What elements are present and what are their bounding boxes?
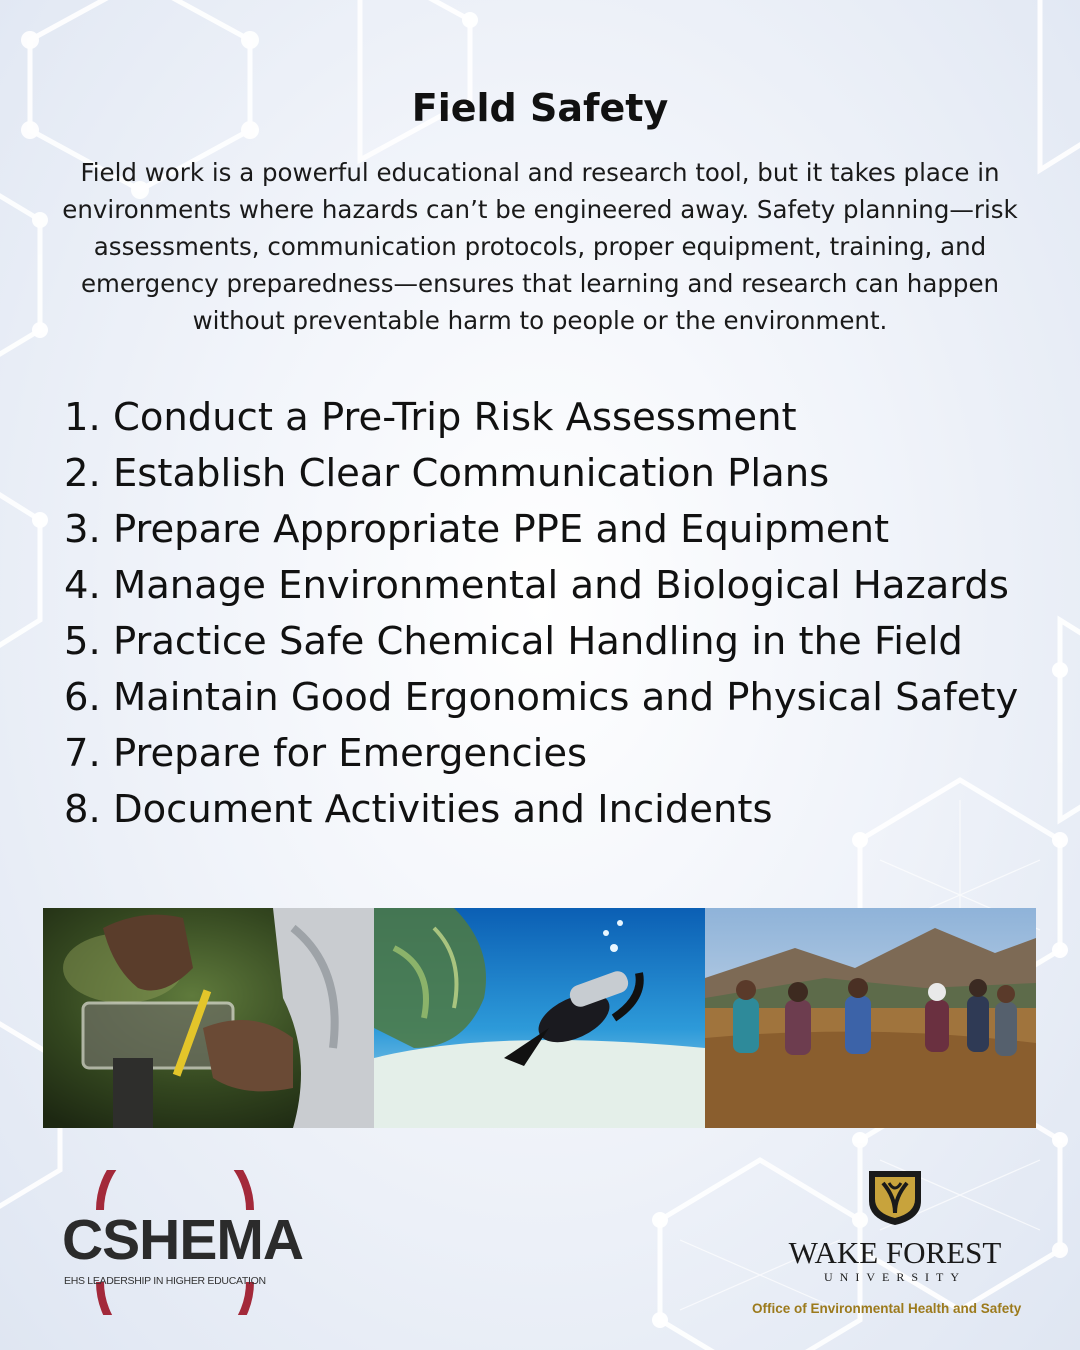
- list-item: 1. Conduct a Pre-Trip Risk Assessment: [64, 395, 797, 440]
- field-trip-group-photo: [705, 908, 1036, 1128]
- cshema-tagline: EHS LEADERSHIP IN HIGHER EDUCATION: [64, 1275, 266, 1287]
- intro-paragraph: Field work is a powerful educational and research tool, but it takes place in environments where hazards can’t be engineered away. Safety planning—risk assessments, communication protocols, proper equipment, training, and emergency preparedness—ensures that learning and research can happen without preventable harm to people or the environment.: [62, 158, 1018, 335]
- shield-icon: [865, 1167, 925, 1227]
- wfu-office: Office of Environmental Health and Safety: [752, 1301, 1022, 1316]
- cshema-logo: [60, 1170, 304, 1315]
- list-item: 6. Maintain Good Ergonomics and Physical Safety: [64, 675, 1019, 720]
- list-item: 7. Prepare for Emergencies: [64, 731, 588, 776]
- list-item: 3. Prepare Appropriate PPE and Equipment: [64, 507, 890, 552]
- photo-strip: [43, 908, 1037, 1128]
- list-item: 5. Practice Safe Chemical Handling in the Field: [64, 619, 963, 664]
- list-item: 8. Document Activities and Incidents: [64, 787, 773, 832]
- cshema-name: CSHEMA: [62, 1208, 304, 1272]
- scuba-diver-photo: [374, 908, 705, 1128]
- wake-forest-logo: [752, 1165, 1060, 1335]
- wfu-subtitle: UNIVERSITY: [824, 1270, 966, 1284]
- page-title: Field Safety: [411, 86, 669, 130]
- safety-steps-list: [64, 390, 1054, 838]
- list-item: 4. Manage Environmental and Biological Hazards: [64, 563, 1009, 608]
- list-item: 2. Establish Clear Communication Plans: [64, 451, 830, 496]
- wfu-name: WAKE FOREST: [788, 1235, 1002, 1270]
- field-sample-photo: [43, 908, 374, 1128]
